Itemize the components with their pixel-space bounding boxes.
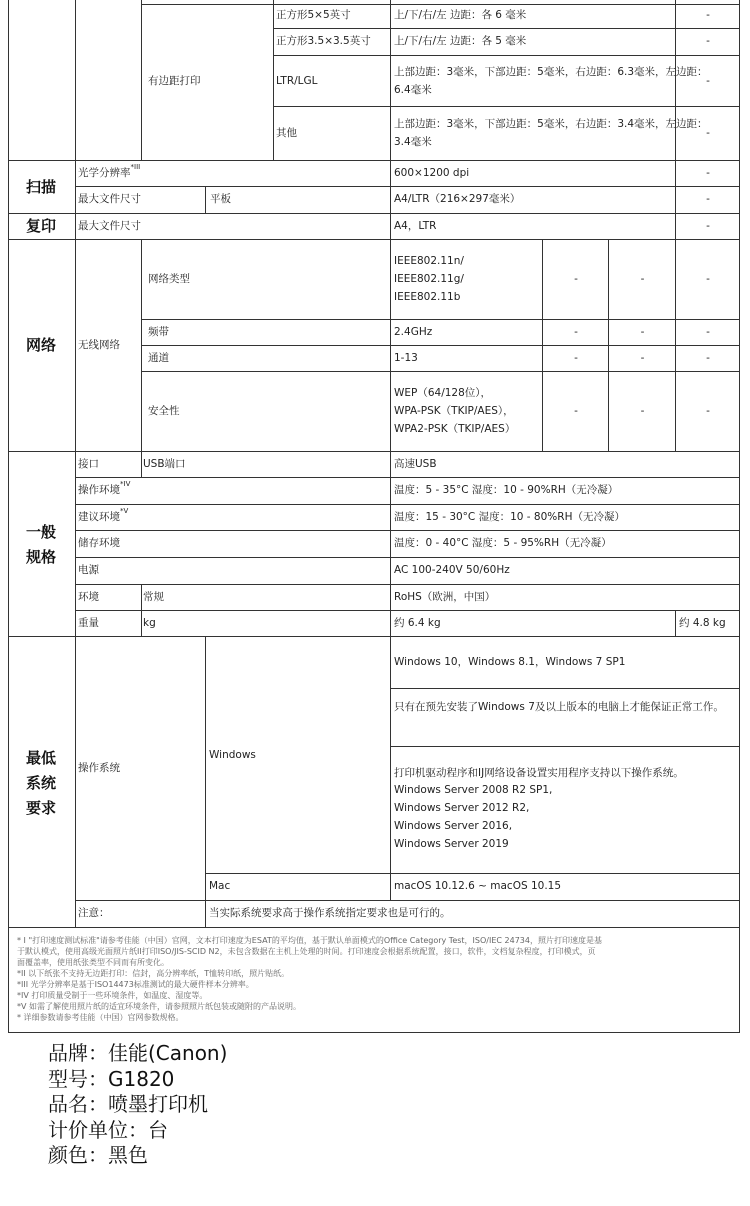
windows-value: Windows Server 2012 R2, — [394, 802, 530, 814]
color-row — [48, 1143, 227, 1169]
security-label: 安全性 — [148, 405, 180, 417]
model-row — [48, 1067, 227, 1093]
network-type-value: IEEE802.11g/ — [394, 273, 464, 285]
footnote-mark: *V — [120, 507, 129, 515]
brand-row — [48, 1041, 227, 1067]
dash-cell: - — [574, 405, 578, 417]
recommended-env-value: 温度：15 - 30°C 湿度：10 - 80%RH（无冷凝） — [394, 511, 625, 523]
windows-value: 打印机驱动程序和IJ网络设备设置实用程序支持以下操作系统。 — [394, 767, 684, 779]
dash-cell: - — [706, 193, 710, 205]
windows-value: Windows Server 2019 — [394, 838, 509, 850]
footnote-mark: *III — [130, 163, 141, 171]
dash-cell: - — [574, 352, 578, 364]
channel-value: 1-13 — [394, 352, 418, 364]
environment-label: 环境 — [78, 591, 99, 603]
dash-cell: - — [640, 326, 645, 338]
min-req-header: 系统 — [25, 774, 56, 792]
weight-value: 约 6.4 kg — [394, 617, 441, 629]
network-header: 网络 — [25, 336, 56, 354]
dash-cell: - — [706, 273, 710, 285]
scan-maxsize-value: A4/LTR（216×297毫米） — [394, 193, 521, 205]
interface-value: 高速USB — [394, 458, 437, 470]
security-value: WPA2-PSK（TKIP/AES） — [394, 423, 516, 435]
footnote: 面覆盖率，使用纸张类型不同而有所变化。 — [17, 958, 169, 967]
security-value: WPA-PSK（TKIP/AES）， — [394, 405, 514, 417]
footnote: *II 以下纸张不支持无边距打印：信封，高分辨率纸，T恤转印纸，照片贴纸。 — [17, 969, 290, 978]
weight-value: 约 4.8 kg — [679, 617, 726, 629]
dash-cell: - — [640, 405, 645, 417]
margin-cell: 上部边距：3毫米，下部边距：5毫米，右边距：6.3毫米，左边距：6.4毫米 — [394, 66, 708, 96]
windows-value: Windows Server 2016, — [394, 820, 513, 832]
general-header: 一般 — [25, 523, 56, 541]
network-type-value: IEEE802.11n/ — [394, 255, 464, 267]
scan-header: 扫描 — [25, 178, 56, 196]
model-label: 型号： — [48, 1066, 108, 1091]
weight-label: 重量 — [78, 617, 99, 629]
interface-label: 接口 — [78, 458, 99, 470]
windows-value: Windows 10，Windows 8.1，Windows 7 SP1 — [394, 656, 626, 668]
dash-cell: - — [706, 167, 710, 179]
paper-size-cell: 正方形3.5×3.5英寸 — [276, 35, 371, 47]
model-value: G1820 — [108, 1066, 175, 1091]
footnotes — [17, 935, 733, 1023]
windows-label: Windows — [209, 749, 256, 761]
network-type-label: 网络类型 — [148, 273, 190, 285]
footnote: * I "打印速度测试标准"请参考佳能（中国）官网，文本打印速度为ESAT的平均值，基于默认单面模式的Office Category Test，ISO/IEC 24734，照片打印速度是基 — [17, 936, 602, 945]
environment-value: RoHS（欧洲，中国） — [394, 591, 496, 603]
footnote-mark: *IV — [120, 480, 131, 488]
name-label: 品名： — [48, 1092, 108, 1116]
product-info — [48, 1041, 227, 1169]
margin-cell: 上部边距：3毫米，下部边距：5毫米，右边距：3.4毫米，左边距：3.4毫米 — [394, 118, 708, 148]
margin-cell: 上/下/右/左 边距：各 5 毫米 — [394, 35, 527, 47]
paper-size-cell: LTR/LGL — [276, 75, 318, 87]
interface-sub: USB端口 — [143, 458, 186, 470]
general-header: 规格 — [25, 548, 56, 566]
name-value: 喷墨打印机 — [108, 1092, 208, 1116]
min-req-header: 要求 — [25, 799, 56, 817]
dash-cell: - — [706, 75, 710, 87]
brand-label: 品牌： — [48, 1041, 108, 1065]
color-label: 颜色： — [48, 1143, 108, 1167]
dash-cell: - — [706, 127, 710, 139]
windows-value: Windows Server 2008 R2 SP1, — [394, 784, 553, 796]
copy-maxsize-label: 最大文件尺寸 — [78, 220, 141, 232]
windows-value: 只有在预先安装了Windows 7及以上版本的电脑上才能保证正常工作。 — [394, 701, 724, 713]
scan-resolution-label: 光学分辨率$^{*III}$ — [78, 163, 141, 179]
operating-env-value: 温度：5 - 35°C 湿度：10 - 90%RH（无冷凝） — [394, 484, 619, 496]
copy-maxsize-value: A4，LTR — [394, 220, 437, 232]
mac-label: Mac — [209, 880, 231, 892]
dash-cell: - — [706, 326, 710, 338]
dash-cell: - — [640, 273, 645, 285]
dash-cell: - — [706, 9, 710, 21]
mac-value: macOS 10.12.6 ~ macOS 10.15 — [394, 880, 562, 892]
note-label: 注意： — [78, 907, 110, 919]
power-value: AC 100-240V 50/60Hz — [394, 564, 510, 576]
note-value: 当实际系统要求高于操作系统指定要求也是可行的。 — [209, 907, 451, 919]
power-label: 电源 — [78, 564, 99, 576]
dash-cell: - — [706, 352, 710, 364]
security-value: WEP（64/128位）， — [394, 387, 492, 399]
weight-unit: kg — [143, 617, 156, 629]
dash-cell: - — [640, 352, 645, 364]
network-type-value: IEEE802.11b — [394, 291, 461, 303]
min-req-header: 最低 — [25, 749, 56, 767]
dash-cell: - — [706, 220, 710, 232]
wireless-label: 无线网络 — [78, 339, 120, 351]
bordered-print-label: 有边距打印 — [148, 75, 201, 87]
paper-size-cell: 正方形5×5英寸 — [276, 9, 351, 21]
storage-env-label: 储存环境 — [78, 537, 120, 549]
storage-env-value: 温度：0 - 40°C 湿度：5 - 95%RH（无冷凝） — [394, 537, 612, 549]
copy-header: 复印 — [25, 217, 56, 235]
os-label: 操作系统 — [78, 762, 120, 774]
dash-cell: - — [706, 35, 710, 47]
footnote: *IV 打印质量受制于一些环境条件，如温度、湿度等。 — [17, 991, 208, 1000]
dash-cell: - — [574, 326, 578, 338]
footnote: *V 如需了解使用照片纸的适宜环境条件，请参照照片纸包装或随附的产品说明。 — [17, 1002, 302, 1011]
recommended-env-label: 建议环境$^{*V}$ — [78, 507, 129, 523]
operating-env-label: 操作环境$^{*IV}$ — [78, 480, 131, 496]
dash-cell: - — [706, 405, 710, 417]
footnote: *III 光学分辨率是基于ISO14473标准测试的最大硬件样本分辨率。 — [17, 980, 254, 989]
scan-maxsize-sub: 平板 — [210, 193, 231, 205]
unit-value: 台 — [148, 1117, 168, 1142]
unit-label: 计价单位： — [48, 1117, 148, 1142]
color-value: 黑色 — [108, 1143, 148, 1167]
footnote: 于默认模式，使用高级光面照片纸II打印ISO/JIS-SCID N2，未包含数据在主机上处理的时间。打印速度会根据系统配置，接口，软件，文档复杂程度，打印模式，页 — [17, 947, 596, 956]
margin-cell: 上/下/右/左 边距：各 6 毫米 — [394, 9, 527, 21]
footnote: * 详细参数请参考佳能（中国）官网参数规格。 — [17, 1013, 184, 1022]
band-value: 2.4GHz — [394, 326, 433, 338]
brand-value: 佳能(Canon) — [108, 1041, 228, 1065]
scan-maxsize-label: 最大文件尺寸 — [78, 193, 141, 205]
paper-size-cell: 其他 — [276, 127, 297, 139]
name-row — [48, 1092, 227, 1118]
channel-label: 通道 — [148, 352, 169, 364]
dash-cell: - — [574, 273, 578, 285]
environment-sub: 常规 — [143, 591, 164, 603]
band-label: 频带 — [148, 326, 169, 338]
unit-row — [48, 1118, 227, 1144]
scan-resolution-value: 600×1200 dpi — [394, 167, 470, 179]
